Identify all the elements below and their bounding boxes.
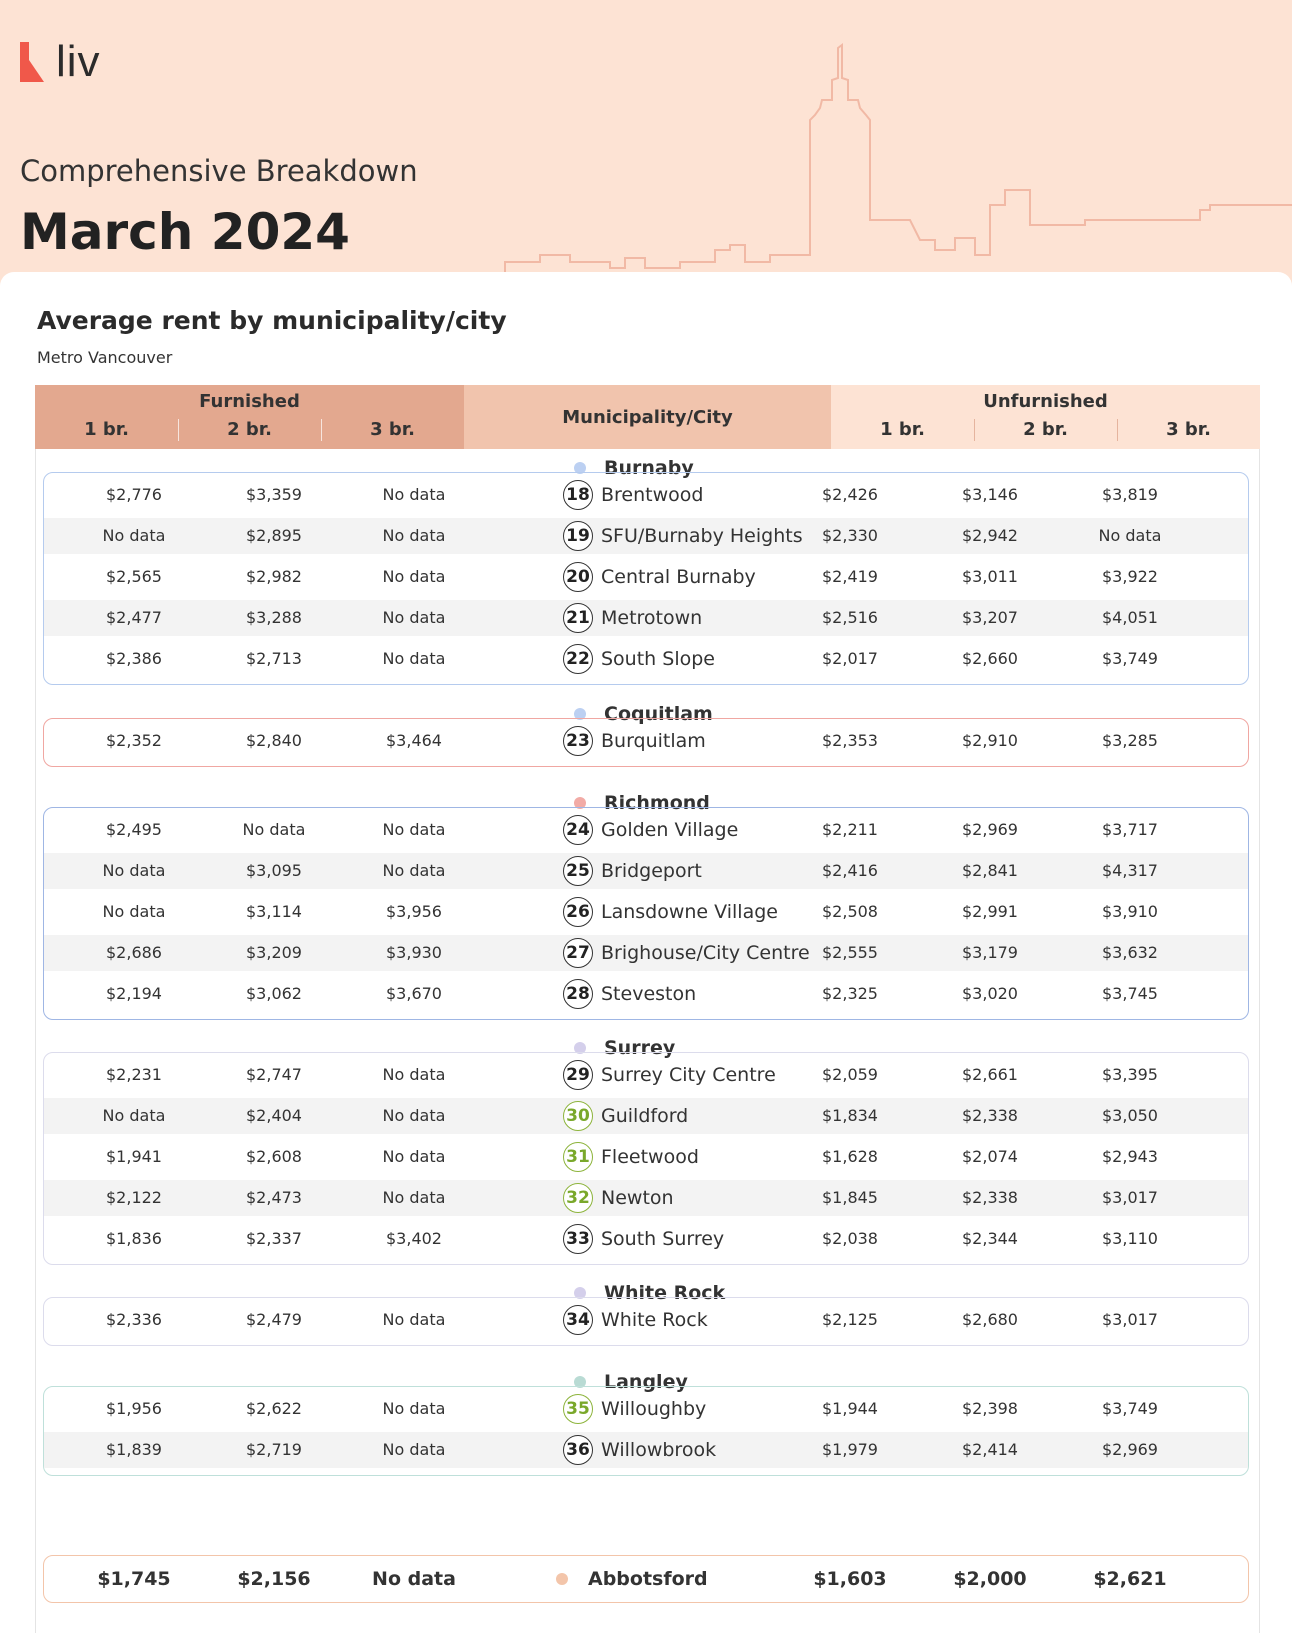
region-name: Abbotsford [588,1568,708,1590]
unfurnished-1br-cell: $2,017 [822,649,878,668]
furnished-2br-cell: $3,062 [246,984,302,1003]
logo-wordmark: liv [56,37,101,86]
furnished-2br-cell: $3,359 [246,485,302,504]
neighbourhood-name: Metrotown [601,607,703,629]
furnished-3br-cell: No data [382,1188,446,1207]
furnished-2br-cell: $3,209 [246,943,302,962]
unfurnished-label: Unfurnished [983,391,1108,412]
furnished-2br-cell: $2,337 [246,1229,302,1248]
furnished-2br-cell: $2,747 [246,1065,302,1084]
region-box-surrey [43,1052,1249,1265]
unfurnished-2br-cell: $2,661 [962,1065,1018,1084]
unfurnished-1br-cell: $1,628 [822,1147,878,1166]
unfurnished-3br-cell: No data [1098,526,1162,545]
unfurnished-3br-cell: $3,050 [1102,1106,1158,1125]
furnished-2br-cell: $2,713 [246,649,302,668]
furnished-3br-cell: No data [382,485,446,504]
unfurnished-3br-cell: $3,749 [1102,649,1158,668]
neighbourhood-number-badge: 21 [563,603,593,633]
neighbourhood-cell [563,976,696,1012]
unfurnished-1br-cell: $1,603 [813,1568,887,1590]
unfurnished-1br-cell: $1,834 [822,1106,878,1125]
unfurnished-3br-cell: $2,943 [1102,1147,1158,1166]
unfurnished-1br-cell: $2,330 [822,526,878,545]
region-box-coquitlam [43,718,1249,767]
neighbourhood-cell [563,477,703,513]
furnished-3br-cell: No data [382,649,446,668]
furnished-2br-cell: $2,840 [246,731,302,750]
region-box-burnaby [43,472,1249,685]
card-subtitle: Metro Vancouver [37,348,173,367]
neighbourhood-cell [563,1391,706,1427]
table-row [44,853,1248,889]
furnished-3br-cell: No data [382,1399,446,1418]
unfurnished-3br-cell: $4,051 [1102,608,1158,627]
unfurnished-1br-cell: $2,416 [822,861,878,880]
neighbourhood-number-badge: 34 [563,1305,593,1335]
unfurnished-3br-cell: $3,110 [1102,1229,1158,1248]
unfurnished-2br-cell: $2,000 [953,1568,1027,1590]
furnished-2br-cell: $2,622 [246,1399,302,1418]
unfurnished-2br-cell: $3,146 [962,485,1018,504]
unfurnished-1br-cell: $2,419 [822,567,878,586]
furnished-2br-cell: $2,982 [246,567,302,586]
region-name: Surrey [604,1037,676,1059]
furnished-1br-cell: No data [102,1106,166,1125]
header-divider [974,419,975,441]
unfurnished-1br-cell: $2,555 [822,943,878,962]
rent-card [0,272,1292,1633]
furnished-2br-cell: $2,608 [246,1147,302,1166]
unfurnished-3br-cell: $3,285 [1102,731,1158,750]
table-header [35,385,1260,449]
unfurnished-1br-cell: $2,038 [822,1229,878,1248]
neighbourhood-name: Burquitlam [601,730,706,752]
neighbourhood-number-badge: 26 [563,897,593,927]
unfurnished-3br-cell: $2,621 [1093,1568,1167,1590]
unfurnished-2br-cell: $2,680 [962,1310,1018,1329]
furnished-1br-cell: No data [102,861,166,880]
region-box-white-rock [43,1297,1249,1346]
furnished-3br-cell: No data [382,567,446,586]
neighbourhood-name: Brentwood [601,484,704,506]
neighbourhood-cell [563,1180,674,1216]
furnished-1br-cell: No data [102,526,166,545]
unfurnished-1br-cell: $2,516 [822,608,878,627]
furnished-1br-cell: $1,956 [106,1399,162,1418]
unfurnished-2br-cell: $2,841 [962,861,1018,880]
table-row [44,1391,1248,1427]
furnished-3br-cell: $3,402 [386,1229,442,1248]
liv-logo-mark-icon [20,42,48,82]
table-row [44,1098,1248,1134]
furnished-1br-cell: $2,194 [106,984,162,1003]
region-box-abbotsford [43,1555,1249,1603]
furnished-3br-cell: $3,670 [386,984,442,1003]
neighbourhood-cell [563,894,778,930]
region-name: Richmond [604,792,710,814]
neighbourhood-cell [563,723,706,759]
table-row [44,1432,1248,1468]
unfurnished-3br-cell: $3,717 [1102,820,1158,839]
table-row [44,477,1248,513]
furnished-2br-cell: $2,473 [246,1188,302,1207]
neighbourhood-number-badge: 35 [563,1394,593,1424]
table-row [44,559,1248,595]
table-row [44,812,1248,848]
neighbourhood-number-badge: 29 [563,1060,593,1090]
neighbourhood-cell [563,641,715,677]
table-row [44,1302,1248,1338]
neighbourhood-number-badge: 33 [563,1224,593,1254]
neighbourhood-cell [563,559,756,595]
unfurnished-3br-cell: $3,017 [1102,1188,1158,1207]
neighbourhood-name: Lansdowne Village [601,901,778,923]
unfurnished-1br-cell: $2,325 [822,984,878,1003]
table-row [44,935,1248,971]
furnished-2br-cell: No data [242,820,306,839]
neighbourhood-cell [563,1432,716,1468]
furnished-1br-cell: $2,565 [106,567,162,586]
furnished-3br-cell: No data [382,1310,446,1329]
unfurnished-3br-cell: $3,910 [1102,902,1158,921]
region-dot-icon [556,1573,568,1585]
neighbourhood-name: Surrey City Centre [601,1064,776,1086]
furnished-1br-cell: $2,336 [106,1310,162,1329]
unfurnished-2br-cell: $2,398 [962,1399,1018,1418]
table-row [44,518,1248,554]
furnished-2br-cell: $3,288 [246,608,302,627]
table-row [44,723,1248,759]
furnished-1br-header: 1 br. [84,419,129,440]
unfurnished-2br-cell: $3,207 [962,608,1018,627]
furnished-1br-cell: $2,122 [106,1188,162,1207]
unfurnished-1br-cell: $2,211 [822,820,878,839]
unfurnished-1br-cell: $1,979 [822,1440,878,1459]
furnished-3br-cell: No data [382,1065,446,1084]
unfurnished-2br-cell: $2,991 [962,902,1018,921]
table-row [44,1221,1248,1257]
unfurnished-2br-cell: $2,338 [962,1106,1018,1125]
neighbourhood-name: Golden Village [601,819,739,841]
region-name: Coquitlam [604,703,713,725]
neighbourhood-number-badge: 24 [563,815,593,845]
unfurnished-2br-cell: $2,910 [962,731,1018,750]
unfurnished-2br-cell: $2,338 [962,1188,1018,1207]
furnished-3br-cell: No data [372,1568,456,1590]
neighbourhood-number-badge: 23 [563,726,593,756]
unfurnished-1br-cell: $1,944 [822,1399,878,1418]
unfurnished-2br-cell: $2,660 [962,649,1018,668]
furnished-3br-header: 3 br. [370,419,415,440]
neighbourhood-cell [563,812,738,848]
neighbourhood-name: Bridgeport [601,860,702,882]
furnished-1br-cell: No data [102,902,166,921]
neighbourhood-name: SFU/Burnaby Heights [601,525,803,547]
furnished-2br-cell: $3,095 [246,861,302,880]
neighbourhood-name: Willowbrook [601,1439,717,1461]
furnished-1br-cell: $1,745 [97,1568,171,1590]
region-box-richmond [43,807,1249,1020]
unfurnished-3br-cell: $3,395 [1102,1065,1158,1084]
table-row [44,641,1248,677]
unfurnished-2br-cell: $2,074 [962,1147,1018,1166]
neighbourhood-name: South Surrey [601,1228,725,1250]
unfurnished-2br-header: 2 br. [1023,419,1068,440]
header-divider [1117,419,1118,441]
neighbourhood-cell [563,1098,688,1134]
furnished-2br-cell: $2,156 [237,1568,311,1590]
unfurnished-3br-cell: $4,317 [1102,861,1158,880]
unfurnished-1br-cell: $2,508 [822,902,878,921]
page-header [0,0,1292,280]
region-name: Burnaby [604,457,694,479]
neighbourhood-number-badge: 36 [563,1435,593,1465]
furnished-2br-cell: $2,404 [246,1106,302,1125]
furnished-1br-cell: $2,386 [106,649,162,668]
page-title: March 2024 [20,203,350,261]
unfurnished-2br-cell: $3,179 [962,943,1018,962]
neighbourhood-number-badge: 31 [563,1142,593,1172]
neighbourhood-number-badge: 18 [563,480,593,510]
furnished-1br-cell: $2,231 [106,1065,162,1084]
furnished-2br-cell: $3,114 [246,902,302,921]
neighbourhood-number-badge: 32 [563,1183,593,1213]
unfurnished-3br-cell: $3,922 [1102,567,1158,586]
table-row [44,894,1248,930]
unfurnished-header [831,385,1260,449]
table-row [44,976,1248,1012]
unfurnished-3br-header: 3 br. [1166,419,1211,440]
unfurnished-2br-cell: $2,969 [962,820,1018,839]
neighbourhood-name: White Rock [601,1309,708,1331]
furnished-3br-cell: No data [382,526,446,545]
furnished-3br-cell: $3,956 [386,902,442,921]
furnished-3br-cell: No data [382,820,446,839]
unfurnished-1br-cell: $2,353 [822,731,878,750]
furnished-label: Furnished [199,391,300,412]
region-box-langley [43,1386,1249,1476]
unfurnished-2br-cell: $2,344 [962,1229,1018,1248]
table-row [44,1180,1248,1216]
furnished-1br-cell: $2,352 [106,731,162,750]
header-divider [178,419,179,441]
unfurnished-1br-cell: $2,125 [822,1310,878,1329]
header-divider [321,419,322,441]
furnished-1br-cell: $2,495 [106,820,162,839]
unfurnished-3br-cell: $3,745 [1102,984,1158,1003]
neighbourhood-name: Steveston [601,983,697,1005]
neighbourhood-number-badge: 30 [563,1101,593,1131]
unfurnished-3br-cell: $3,749 [1102,1399,1158,1418]
neighbourhood-name: Central Burnaby [601,566,756,588]
neighbourhood-cell [563,600,702,636]
neighbourhood-cell [563,1221,724,1257]
municipality-header: Municipality/City [464,385,831,449]
furnished-3br-cell: No data [382,1440,446,1459]
unfurnished-2br-cell: $2,942 [962,526,1018,545]
neighbourhood-cell [563,518,803,554]
liv-logo [20,37,101,86]
neighbourhood-name: Brighouse/City Centre [601,942,810,964]
neighbourhood-cell [563,935,810,971]
unfurnished-2br-cell: $3,020 [962,984,1018,1003]
furnished-1br-cell: $2,776 [106,485,162,504]
neighbourhood-name: South Slope [601,648,715,670]
furnished-header [35,385,464,449]
neighbourhood-number-badge: 28 [563,979,593,1009]
card-title: Average rent by municipality/city [37,306,507,335]
unfurnished-1br-header: 1 br. [880,419,925,440]
furnished-1br-cell: $2,686 [106,943,162,962]
neighbourhood-name: Fleetwood [601,1146,699,1168]
unfurnished-3br-cell: $3,819 [1102,485,1158,504]
furnished-3br-cell: No data [382,1106,446,1125]
region-name: Langley [604,1371,688,1393]
page-subtitle: Comprehensive Breakdown [20,154,418,188]
table-row [44,1561,1248,1597]
furnished-1br-cell: $1,941 [106,1147,162,1166]
furnished-3br-cell: No data [382,1147,446,1166]
unfurnished-2br-cell: $3,011 [962,567,1018,586]
furnished-2br-cell: $2,719 [246,1440,302,1459]
unfurnished-1br-cell: $1,845 [822,1188,878,1207]
neighbourhood-number-badge: 25 [563,856,593,886]
neighbourhood-name: Newton [601,1187,674,1209]
table-row [44,600,1248,636]
unfurnished-3br-cell: $3,017 [1102,1310,1158,1329]
furnished-2br-cell: $2,479 [246,1310,302,1329]
furnished-1br-cell: $1,836 [106,1229,162,1248]
neighbourhood-cell [563,1057,776,1093]
furnished-3br-cell: $3,930 [386,943,442,962]
neighbourhood-cell [556,1561,708,1597]
furnished-1br-cell: $1,839 [106,1440,162,1459]
furnished-2br-cell: $2,895 [246,526,302,545]
neighbourhood-number-badge: 22 [563,644,593,674]
furnished-3br-cell: No data [382,861,446,880]
neighbourhood-cell [563,1302,708,1338]
table-row [44,1139,1248,1175]
furnished-1br-cell: $2,477 [106,608,162,627]
neighbourhood-cell [563,1139,699,1175]
neighbourhood-number-badge: 20 [563,562,593,592]
furnished-2br-header: 2 br. [227,419,272,440]
neighbourhood-number-badge: 27 [563,938,593,968]
neighbourhood-cell [563,853,702,889]
neighbourhood-name: Willoughby [601,1398,707,1420]
unfurnished-1br-cell: $2,426 [822,485,878,504]
furnished-3br-cell: $3,464 [386,731,442,750]
region-name: White Rock [604,1282,726,1304]
unfurnished-2br-cell: $2,414 [962,1440,1018,1459]
neighbourhood-name: Guildford [601,1105,689,1127]
table-row [44,1057,1248,1093]
neighbourhood-number-badge: 19 [563,521,593,551]
unfurnished-1br-cell: $2,059 [822,1065,878,1084]
unfurnished-3br-cell: $2,969 [1102,1440,1158,1459]
furnished-3br-cell: No data [382,608,446,627]
unfurnished-3br-cell: $3,632 [1102,943,1158,962]
